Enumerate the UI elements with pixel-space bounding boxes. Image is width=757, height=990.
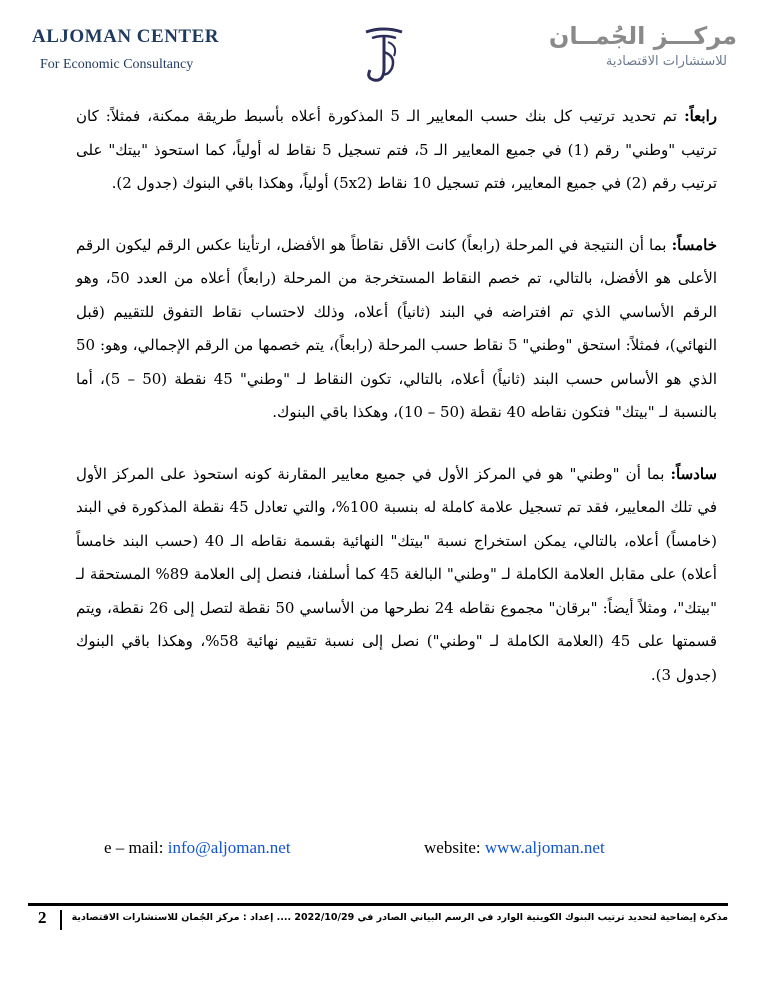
email-label: e – mail: <box>104 838 168 857</box>
page-number: 2 <box>38 908 47 927</box>
email-contact <box>104 838 291 858</box>
paragraph-text: بما أن "وطني" هو في المركز الأول في جميع معايير المقارنة كونه استحوذ على المركز الأول في تلك المعايير، فقد تم تسجيل علامة كاملة له بنسبة 100%، والتي تعادل 45 نقطة المذكورة في البند (خامساً) أعلاه، بالتالي، يمكن استخراج نسبة "بيتك" النهائية بقسمة نقاطه الـ 40 (حسب البند خامساً أعلاه) على مقابل العلامة الكاملة لـ "وطني" البالغة 45 كما أسلفنا، فنصل إلى العلامة 89% المستحقة لـ "بيتك"، ومثلاً أيضاً: "برقان" مجموع نقاطه 24 نطرحها من الأساسي 50 نقطة لتصل إلى 26 نقطة، ويتم قسمتها على 45 (العلامة الكاملة لـ "وطني") نصل إلى نسبة تقييم نهائية 58%، وهكذا باقي البنوك (جدول 3). <box>76 464 717 684</box>
brand-arabic <box>549 22 737 69</box>
footer-text: مذكرة إيضاحية لتحديد ترتيب البنوك الكويتية الوارد في الرسم البياني الصادر في 2022/10/29 .... إعداد : مركز الجُمان للاستشارات الاقتصادية <box>71 912 728 923</box>
website-contact <box>424 838 605 858</box>
paragraph-fifth <box>76 229 717 430</box>
website-link[interactable]: www.aljoman.net <box>484 838 605 857</box>
brand-ar-subtitle: للاستشارات الاقتصادية <box>605 54 727 69</box>
email-link[interactable]: info@aljoman.net <box>167 838 291 857</box>
paragraph-lead: خامساً: <box>671 235 717 254</box>
website-label: website: <box>424 838 485 857</box>
paragraph-text: تم تحديد ترتيب كل بنك حسب المعايير الـ 5 المذكورة أعلاه بأسبط طريقة ممكنة، فمثلاً: كان ترتيب "وطني" رقم (1) في جميع المعايير الـ 5، فتم تسجيل 5 نقاط له أولياً، كما استحوذ "بيتك" على ترتيب رقم (2) في جميع المعايير، فتم تسجيل 10 نقاط (5x2) أولياً، وهكذا باقي البنوك (جدول 2). <box>76 107 717 192</box>
footer-separator <box>60 910 62 930</box>
paragraph-fourth <box>76 100 717 201</box>
brand-ar-title: مركـــز الجُمــان <box>548 22 737 50</box>
brand-en-subtitle: For Economic Consultancy <box>40 57 194 72</box>
page-header <box>0 0 757 95</box>
footer-divider <box>28 903 728 906</box>
document-body <box>76 100 717 692</box>
paragraph-lead: سادساً: <box>670 464 717 483</box>
paragraph-lead: رابعاً: <box>684 107 717 125</box>
brand-english <box>32 26 219 73</box>
paragraph-sixth <box>76 458 717 693</box>
page-footer <box>28 908 728 938</box>
paragraph-text: بما أن النتيجة في المرحلة (رابعاً) كانت الأقل نقاطاً هو الأفضل، ارتأينا عكس الرقم ليكون الرقم الأعلى هو الأفضل، بالتالي، تم خصم النقاط المستخرجة من المرحلة (رابعاً) أعلاه من العدد 50، وهو الرقم الأساسي الذي تم افتراضه في البند (ثانياً) أعلاه، وذلك لاحتساب نقاط التفوق للتقييم (قبل النهائي)، فمثلاً: استحق "وطني" 5 نقاط حسب المرحلة (رابعاً)، يتم خصمها من الرقم الإجمالي، وهو: 50 الذي هو الأساس حسب البند (ثانياً) أعلاه، بالتالي، تكون النقاط لـ "وطني" 45 نقطة (50 – 5)، أما بالنسبة لـ "بيتك" فتكون نقاطه 40 نقطة (50 – 10)، وهكذا باقي البنوك. <box>76 235 717 421</box>
aljoman-logo-icon <box>360 22 408 88</box>
brand-en-title: ALJOMAN CENTER <box>32 26 219 47</box>
